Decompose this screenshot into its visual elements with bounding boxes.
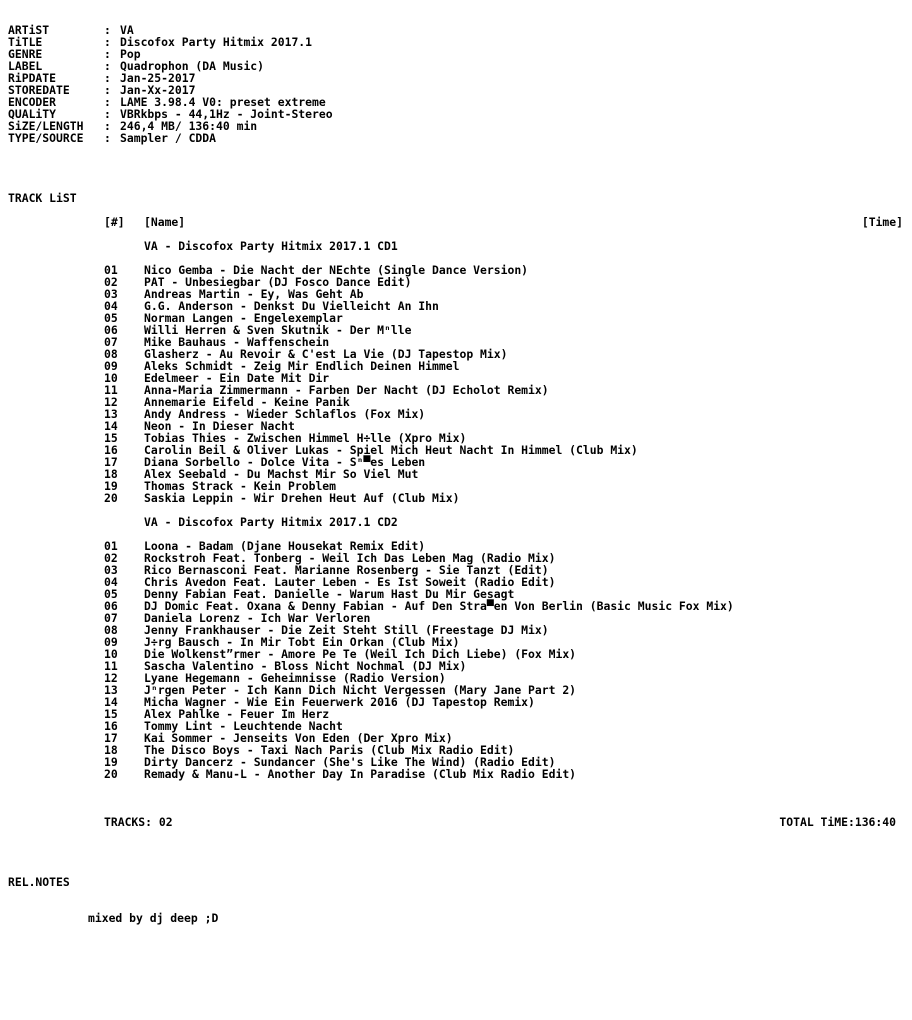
track-number: 05 [104,587,118,601]
info-key: TYPE/SOURCE [8,131,84,145]
info-key: STOREDATE [8,83,70,97]
cd2-title: VA - Discofox Party Hitmix 2017.1 CD2 [144,515,398,529]
info-separator: : [104,83,111,97]
track-number: 11 [104,659,118,673]
track-name: Rico Bernasconi Feat. Marianne Rosenberg - Sie Tanzt (Edit) [144,563,549,577]
column-time-header: [Time] [861,215,903,229]
info-separator: : [104,35,111,49]
track-name: Jⁿrgen Peter - Ich Kann Dich Nicht Vergessen (Mary Jane Part 2) [144,683,577,697]
info-value: VBRkbps - 44,1Hz - Joint-Stereo [120,107,333,121]
info-separator: : [104,131,111,145]
track-number: 14 [104,419,118,433]
info-value: Pop [120,47,141,61]
track-name: Sascha Valentino - Bloss Nicht Nochmal (DJ Mix) [144,659,467,673]
track-number: 09 [104,635,118,649]
total-time: TOTAL TiME:136:40 [779,815,896,829]
info-value: Jan-Xx-2017 [120,83,196,97]
track-name: Annemarie Eifeld - Keine Panik [144,395,350,409]
track-number: 03 [104,287,118,301]
track-number: 14 [104,695,118,709]
tracklist-heading: TRACK LiST [8,191,77,205]
track-name: Nico Gemba - Die Nacht der NΕchte (Single Dance Version) [144,263,529,277]
track-number: 18 [104,743,118,757]
track-name: Micha Wagner - Wie Ein Feuerwerk 2016 (DJ Tapestop Remix) [144,695,535,709]
track-number: 20 [104,767,118,781]
track-name: Aleks Schmidt - Zeig Mir Endlich Deinen Himmel [144,359,460,373]
track-name: Kai Sommer - Jenseits Von Eden (Der Xpro Mix) [144,731,453,745]
info-key: ENCODER [8,95,57,109]
track-name: Tommy Lint - Leuchtende Nacht [144,719,343,733]
track-number: 07 [104,611,118,625]
track-name: Chris Avedon Feat. Lauter Leben - Es Ist Soweit (Radio Edit) [144,575,556,589]
info-value: Jan-25-2017 [120,71,196,85]
track-name: Rockstroh Feat. Tonberg - Weil Ich Das Leben Mag (Radio Mix) [144,551,556,565]
info-key: QUALiTY [8,107,57,121]
track-number: 06 [104,323,118,337]
info-value: 246,4 MB/ 136:40 min [120,119,258,133]
track-number: 01 [104,263,118,277]
track-number: 18 [104,467,118,481]
track-name: Daniela Lorenz - Ich War Verloren [144,611,371,625]
track-number: 02 [104,551,118,565]
info-key: ARTiST [8,23,50,37]
track-name: Andy Andress - Wieder Schlaflos (Fox Mix) [144,407,426,421]
track-name: Die Wolkenst”rmer - Amore Pe Te (Weil Ich Dich Liebe) (Fox Mix) [144,647,577,661]
info-value: LAME 3.98.4 V0: preset extreme [120,95,326,109]
track-name: PAT - Unbesiegbar (DJ Fosco Dance Edit) [144,275,412,289]
track-number: 02 [104,275,118,289]
column-name-header: [Name] [144,215,186,229]
track-number: 12 [104,395,118,409]
track-number: 17 [104,455,118,469]
track-number: 19 [104,479,118,493]
track-name: Dirty Dancerz - Sundancer (She's Like The Wind) (Radio Edit) [144,755,556,769]
track-number: 15 [104,431,118,445]
info-separator: : [104,95,111,109]
track-name: Glasherz - Au Revoir & C'est La Vie (DJ Tapestop Mix) [144,347,508,361]
track-number: 11 [104,383,118,397]
track-name: The Disco Boys - Taxi Nach Paris (Club Mix Radio Edit) [144,743,515,757]
track-name: Alex Pahlke - Feuer Im Herz [144,707,330,721]
track-name: Anna-Maria Zimmermann - Farben Der Nacht (DJ Echolot Remix) [144,383,549,397]
track-number: 16 [104,719,118,733]
track-name: Tobias Thies - Zwischen Himmel H÷lle (Xpro Mix) [144,431,467,445]
track-name: Thomas Strack - Kein Problem [144,479,337,493]
track-name: Neon - In Dieser Nacht [144,419,295,433]
track-name: DJ Domic Feat. Oxana & Denny Fabian - Auf Den Stra▀en Von Berlin (Basic Music Fox Mix) [144,599,734,613]
track-number: 10 [104,647,118,661]
column-number-header: [#] [104,215,125,229]
info-key: SiZE/LENGTH [8,119,84,133]
info-value: VA [120,23,134,37]
track-number: 08 [104,623,118,637]
track-number: 05 [104,311,118,325]
info-separator: : [104,59,111,73]
track-name: G.G. Anderson - Denkst Du Vielleicht An Ihn [144,299,439,313]
track-name: Diana Sorbello - Dolce Vita - Sⁿ▀es Leben [144,455,426,469]
info-value: Quadrophon (DA Music) [120,59,265,73]
track-name: Lyane Hegemann - Geheimnisse (Radio Version) [144,671,446,685]
track-number: 08 [104,347,118,361]
track-name: Alex Seebald - Du Machst Mir So Viel Mut [144,467,419,481]
track-number: 06 [104,599,118,613]
track-number: 12 [104,671,118,685]
track-number: 04 [104,299,118,313]
track-name: J÷rg Bausch - In Mir Tobt Ein Orkan (Club Mix) [144,635,460,649]
tracks-count: TRACKS: 02 [104,815,173,829]
track-name: Denny Fabian Feat. Danielle - Warum Hast Du Mir Gesagt [144,587,515,601]
track-number: 03 [104,563,118,577]
cd1-title: VA - Discofox Party Hitmix 2017.1 CD1 [144,239,398,253]
info-separator: : [104,23,111,37]
track-name: Carolin Beil & Oliver Lukas - Spiel Mich Heut Nacht In Himmel (Club Mix) [144,443,638,457]
track-number: 17 [104,731,118,745]
info-value: Discofox Party Hitmix 2017.1 [120,35,313,49]
info-separator: : [104,71,111,85]
track-number: 13 [104,407,118,421]
track-number: 04 [104,575,118,589]
info-key: GENRE [8,47,43,61]
info-key: RiPDATE [8,71,57,85]
track-name: Jenny Frankhauser - Die Zeit Steht Still (Freestage DJ Mix) [144,623,549,637]
track-number: 19 [104,755,118,769]
info-separator: : [104,47,111,61]
track-number: 13 [104,683,118,697]
track-number: 09 [104,359,118,373]
track-name: Saskia Leppin - Wir Drehen Heut Auf (Club Mix) [144,491,460,505]
track-name: Edelmeer - Ein Date Mit Dir [144,371,330,385]
info-value: Sampler / CDDA [120,131,217,145]
track-number: 16 [104,443,118,457]
release-notes-text: mixed by dj deep ;D [88,911,219,925]
track-name: Loona - Badam (Djane Housekat Remix Edit) [144,539,426,553]
track-number: 20 [104,491,118,505]
track-name: Remady & Manu-L - Another Day In Paradise (Club Mix Radio Edit) [144,767,577,781]
track-name: Norman Langen - Engelexemplar [144,311,343,325]
track-name: Mike Bauhaus - Waffenschein [144,335,330,349]
release-notes-heading: REL.NOTES [8,875,70,889]
track-name: Willi Herren & Sven Skutnik - Der Mⁿlle [144,323,412,337]
track-number: 07 [104,335,118,349]
info-key: LABEL [8,59,43,73]
track-number: 01 [104,539,118,553]
info-separator: : [104,119,111,133]
track-number: 15 [104,707,118,721]
info-key: TiTLE [8,35,43,49]
track-name: Andreas Martin - Ey, Was Geht Ab [144,287,364,301]
track-number: 10 [104,371,118,385]
info-separator: : [104,107,111,121]
